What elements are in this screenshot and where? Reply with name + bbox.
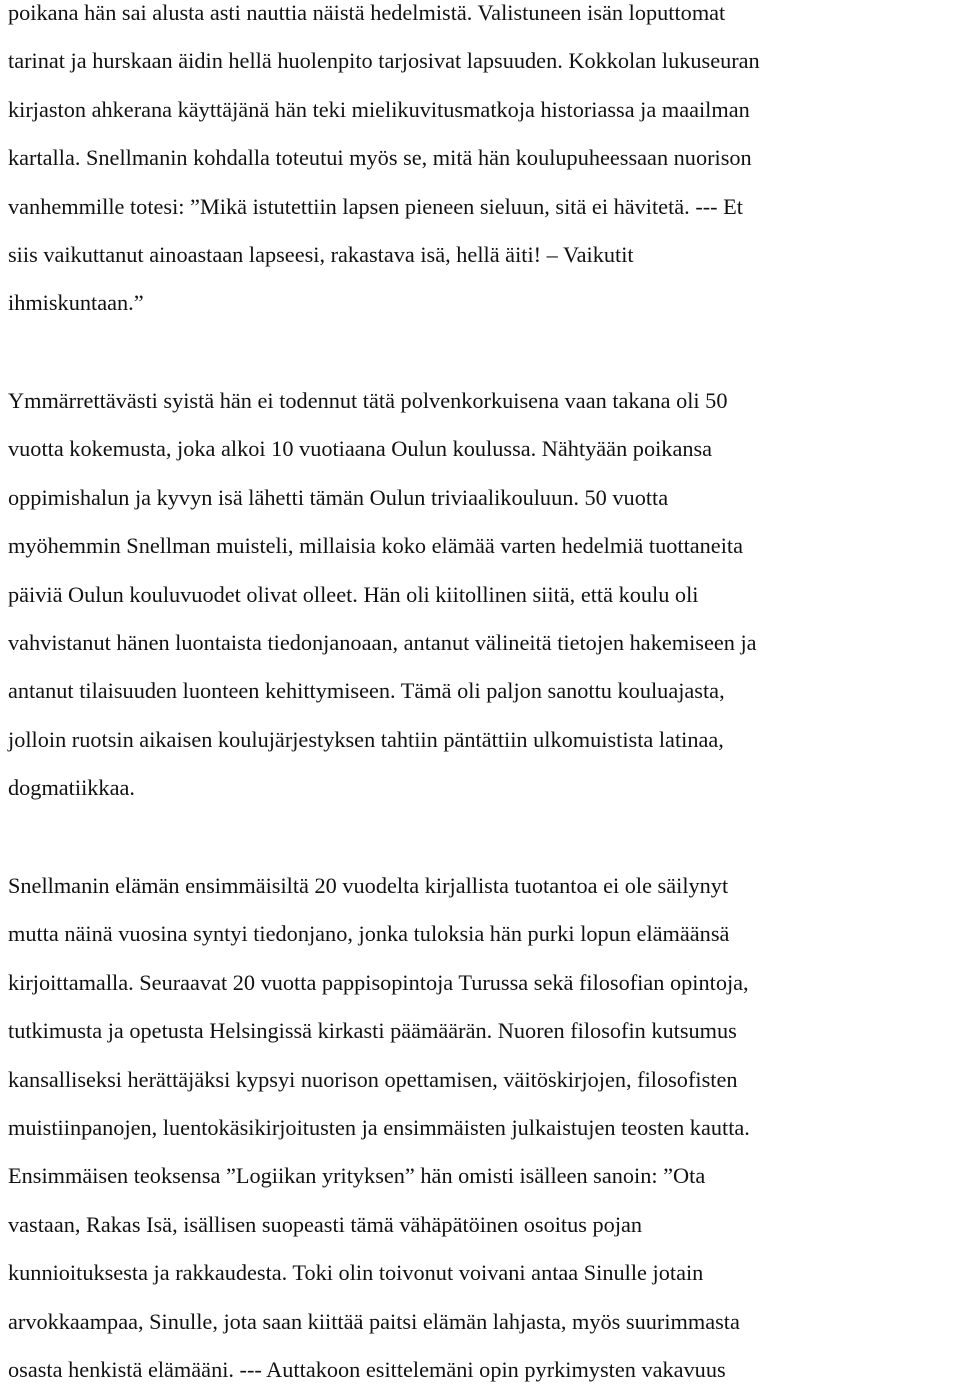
text-line: kirjoittamalla. Seuraavat 20 vuotta pappisopintoja Turussa sekä filosofian opintoja, [8,969,749,995]
text-line: poikana hän sai alusta asti nauttia näistä hedelmistä. Valistuneen isän loputtomat [8,0,726,25]
text-line: kirjaston ahkerana käyttäjänä hän teki mielikuvitusmatkoja historiassa ja maailman [8,96,750,122]
text-line: jolloin ruotsin aikaisen koulujärjestyksen tahtiin päntättiin ulkomuistista latinaa, [8,726,724,752]
text-line: kunnioituksesta ja rakkaudesta. Toki olin toivonut voivani antaa Sinulle jotain [8,1260,704,1286]
text-line: myöhemmin Snellman muisteli, millaisia koko elämää varten hedelmiä tuottaneita [8,533,743,559]
text-line: Snellmanin elämän ensimmäisiltä 20 vuodelta kirjallista tuotantoa ei ole säilynyt [8,873,729,898]
text-line: arvokkaampaa, Sinulle, jota saan kiittää paitsi elämän lahjasta, myös suurimmasta [8,1308,740,1334]
text-line: mutta näinä vuosina syntyi tiedonjano, jonka tuloksia hän purki lopun elämäänsä [8,921,730,947]
text-line: vahvistanut hänen luontaista tiedonjanoaan, antanut välineitä tietojen hakemiseen ja [8,630,757,656]
paragraph-3 [8,862,952,1394]
text-line: muistiinpanojen, luentokäsikirjoitusten ja ensimmäisten julkaistujen teosten kautta. [8,1115,750,1141]
text-line: vastaan, Rakas Isä, isällisen suopeasti tämä vähäpätöinen osoitus pojan [8,1211,643,1237]
text-line: dogmatiikkaa. [8,775,135,801]
text-line: päiviä Oulun kouluvuodet olivat olleet. Hän oli kiitollinen siitä, että koulu oli [8,581,699,607]
text-line: kansalliseksi herättäjäksi kypsyi nuorison opettamisen, väitöskirjojen, filosofisten [8,1066,738,1092]
text-line: ihmiskuntaan.” [8,290,144,316]
paragraph-2 [8,377,952,813]
text-line: osasta henkistä elämääni. --- Auttakoon esittelemäni opin pyrkimysten vakavuus [8,1357,726,1383]
text-line: Ensimmäisen teoksensa ”Logiikan yrityksen” hän omisti isälleen sanoin: ”Ota [8,1163,706,1189]
text-line: tarinat ja hurskaan äidin hellä huolenpito tarjosivat lapsuuden. Kokkolan lukuseuran [8,48,760,74]
text-line: kartalla. Snellmanin kohdalla toteutui myös se, mitä hän koulupuheessaan nuorison [8,145,752,171]
text-line: siis vaikuttanut ainoastaan lapseesi, rakastava isä, hellä äiti! – Vaikutit [8,242,634,268]
text-line: tutkimusta ja opetusta Helsingissä kirkasti päämäärän. Nuoren filosofin kutsumus [8,1018,737,1044]
paragraph-1 [8,0,952,328]
text-line: oppimishalun ja kyvyn isä lähetti tämän Oulun triviaalikouluun. 50 vuotta [8,484,669,510]
text-line: antanut tilaisuuden luonteen kehittymiseen. Tämä oli paljon sanottu kouluajasta, [8,678,725,704]
text-line: vuotta kokemusta, joka alkoi 10 vuotiaana Oulun koulussa. Nähtyään poikansa [8,436,713,462]
text-line: Ymmärrettävästi syistä hän ei todennut tätä polvenkorkuisena vaan takana oli 50 [8,388,728,413]
text-line: vanhemmille totesi: ”Mikä istutettiin lapsen pieneen sieluun, sitä ei hävitetä. --- Et [8,193,743,219]
